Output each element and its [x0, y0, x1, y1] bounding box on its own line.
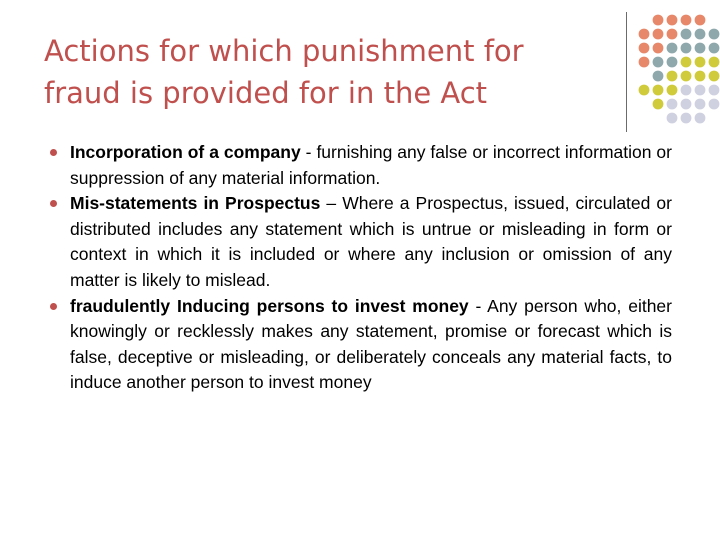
decorative-dot — [653, 85, 664, 96]
bullet-heading: Mis-statements in Prospectus — [70, 193, 321, 214]
decorative-dot — [681, 57, 692, 68]
bullet-heading: fraudulently Inducing persons to invest money — [70, 295, 469, 316]
bullet-item-inducing — [48, 294, 672, 396]
decorative-dot — [667, 113, 678, 124]
bullet-text: furnishing any false or incorrect information or suppression of any material information. — [70, 142, 672, 188]
decorative-dot — [695, 99, 706, 110]
decorative-dot — [653, 57, 664, 68]
bullet-separator: - — [468, 295, 488, 316]
bullet-separator: – — [320, 193, 343, 214]
decorative-dot — [709, 57, 720, 68]
decorative-dot — [639, 29, 650, 40]
bullet-icon — [50, 149, 57, 156]
decorative-dot — [681, 29, 692, 40]
decorative-dot — [681, 43, 692, 54]
decorative-dot — [681, 15, 692, 26]
decorative-dot — [667, 71, 678, 82]
bullet-heading: Incorporation of a company — [70, 142, 301, 162]
decorative-dot — [709, 43, 720, 54]
decorative-dot — [667, 85, 678, 96]
decorative-dot — [667, 29, 678, 40]
decorative-dot — [709, 85, 720, 96]
decorative-dot — [681, 99, 692, 110]
decorative-dot — [667, 43, 678, 54]
bullet-text: Where a Prospectus, issued, circulated or distributed includes any statement which is untrue or misleading in form or context in which it is included or where any inclusion or omission of any matter is likely to mislead. — [70, 193, 672, 290]
decorative-dot — [695, 113, 706, 124]
decorative-dot — [639, 57, 650, 68]
decorative-dot — [695, 15, 706, 26]
decorative-dot — [709, 29, 720, 40]
bullet-list — [48, 140, 672, 396]
decorative-dot — [709, 99, 720, 110]
decorative-dot — [709, 71, 720, 82]
bullet-text: Any person who, either knowingly or recklessly makes any statement, promise or forecast which is false, deceptive or misleading, or deliberately conceals any material facts, to induce another person to invest money — [70, 295, 672, 393]
decorative-dot — [653, 43, 664, 54]
decorative-dot — [667, 99, 678, 110]
decorative-dot — [639, 85, 650, 96]
decorative-dot — [695, 29, 706, 40]
title-line-1: Actions for which punishment for — [44, 34, 524, 68]
title-line-2: fraud is provided for in the Act — [44, 76, 488, 110]
decorative-dot — [695, 57, 706, 68]
bullet-item-prospectus — [48, 191, 672, 293]
bullet-item-incorporation — [48, 140, 672, 191]
decorative-dot — [639, 43, 650, 54]
bullet-icon — [50, 200, 57, 207]
decorative-dot — [653, 71, 664, 82]
decorative-dot — [667, 57, 678, 68]
decorative-dot-grid — [0, 0, 720, 140]
decorative-dot — [667, 15, 678, 26]
decorative-dot — [653, 29, 664, 40]
decorative-dot — [695, 85, 706, 96]
bullet-separator: - — [300, 142, 317, 162]
bullet-icon — [50, 303, 57, 310]
decorative-dot — [681, 113, 692, 124]
decorative-dot — [653, 99, 664, 110]
decorative-dot — [681, 85, 692, 96]
decorative-dot — [681, 71, 692, 82]
decorative-dot — [695, 43, 706, 54]
decorative-dot — [653, 15, 664, 26]
decorative-dot — [695, 71, 706, 82]
